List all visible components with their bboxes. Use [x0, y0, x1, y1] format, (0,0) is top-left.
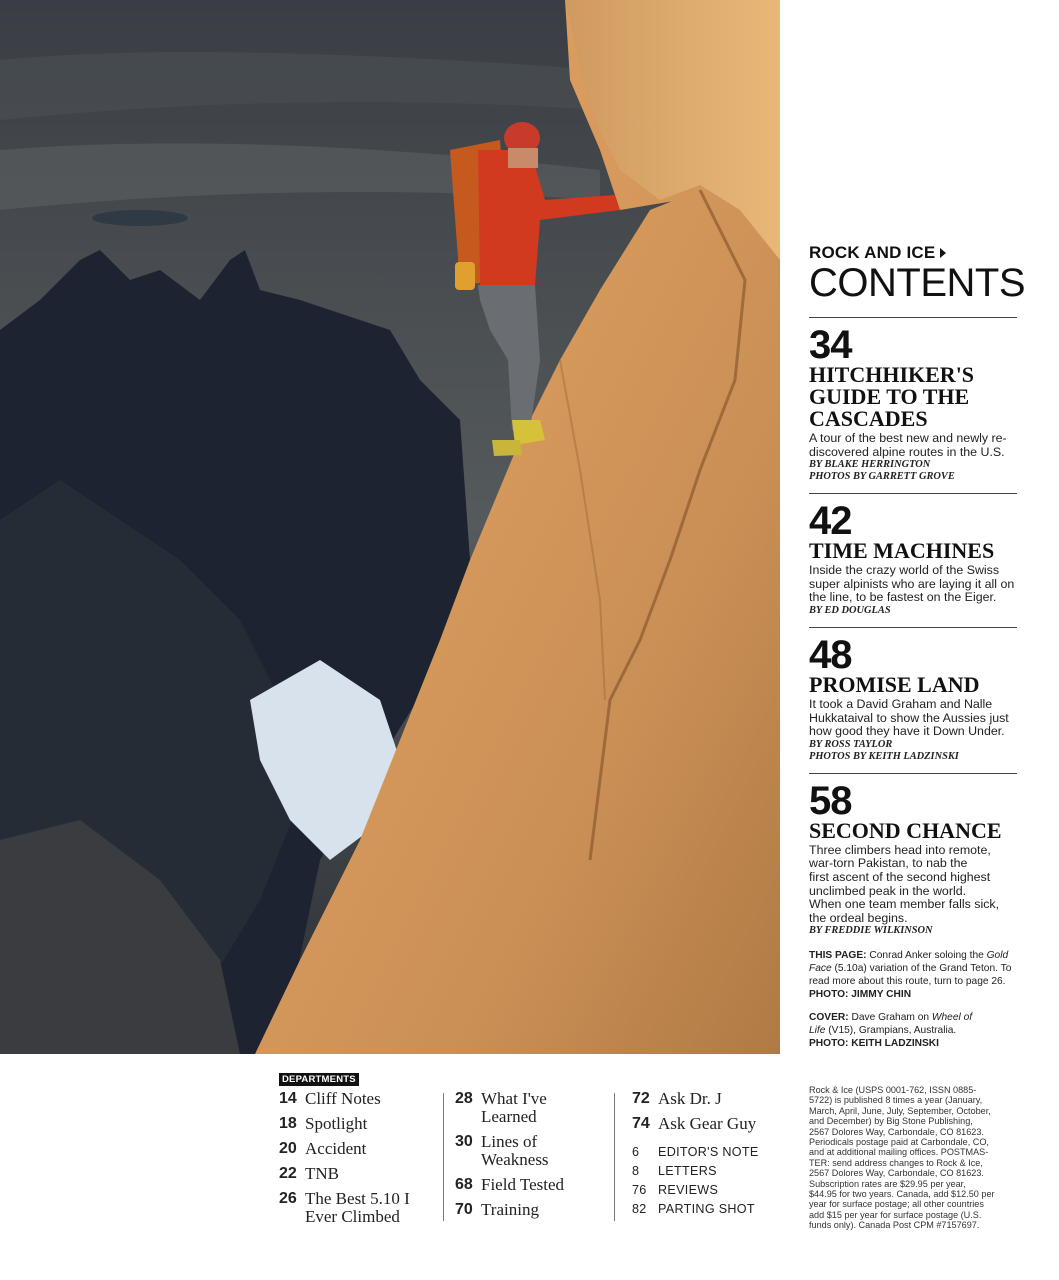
this-page-text-b: (5.10a) variation of the Grand Teton. To read more about this route, turn to page 26. [809, 963, 1012, 988]
legal-line: 2567 Dolores Way, Carbondale, CO 81623. [809, 1126, 984, 1137]
cover-text-a: Dave Graham on [848, 1012, 932, 1024]
cover-route: Wheel of Life [809, 1012, 973, 1037]
departments-column-1 [279, 1090, 439, 1233]
feature-title-line: TIME MACHINES [809, 538, 995, 564]
cover-caption [809, 1011, 979, 1050]
feature-title-line: PROMISE LAND [809, 671, 980, 697]
feature-description-line: Three climbers head into remote, [809, 842, 991, 857]
department-item-small[interactable] [632, 1145, 802, 1159]
department-title-line: Ask Gear Guy [658, 1114, 757, 1133]
legal-line: 5722) is published 8 times a year (January, [809, 1095, 983, 1106]
feature-description-line: Inside the crazy world of the Swiss [809, 563, 1000, 578]
legal-line: $44.95 for two years. Canada, add $12.50 per [809, 1189, 995, 1200]
feature-title-line: CASCADES [809, 406, 928, 431]
legal-line: add $15 per year for surface postage (U.S. [809, 1209, 982, 1220]
department-page-number: 82 [632, 1202, 647, 1216]
cover-text-b: (V15), Grampians, Australia. [825, 1025, 957, 1037]
department-title [481, 1133, 549, 1169]
departments-column-3 [632, 1090, 802, 1221]
department-item[interactable] [455, 1090, 605, 1126]
column-divider [443, 1093, 444, 1221]
feature-title [809, 540, 1019, 562]
department-title-line: Ever Climbed [305, 1207, 400, 1226]
feature-description-line: war-torn Pakistan, to nab the [809, 856, 968, 871]
department-title-line: What I've [481, 1089, 547, 1108]
department-title: REVIEWS [658, 1183, 719, 1197]
department-title-line: Cliff Notes [305, 1089, 381, 1108]
feature-entry[interactable] [809, 318, 1019, 493]
feature-description-line: super alpinists who are laying it all on [809, 576, 1015, 591]
feature-byline: PHOTOS BY GARRETT GROVE [809, 471, 955, 483]
feature-description-line: When one team member falls sick, [809, 897, 1000, 912]
feature-byline: BY ROSS TAYLOR [809, 738, 893, 750]
feature-entry[interactable] [809, 774, 1019, 948]
feature-title-line: GUIDE TO THE [809, 384, 970, 409]
feature-page-number: 42 [809, 499, 852, 544]
department-page-number: 28 [455, 1090, 473, 1107]
legal-line: and at additional mailing offices. POSTMAS- [809, 1147, 989, 1158]
feature-description-line: how good they have it Down Under. [809, 724, 1005, 739]
department-title-line: The Best 5.10 I [305, 1189, 410, 1208]
department-title-line: Accident [305, 1139, 367, 1158]
department-item[interactable] [279, 1115, 439, 1133]
department-item[interactable] [279, 1165, 439, 1183]
department-item[interactable] [455, 1133, 605, 1169]
department-title [305, 1140, 366, 1158]
feature-page-number: 48 [809, 632, 852, 677]
department-title [481, 1176, 564, 1194]
brand-label [809, 243, 1019, 263]
department-item[interactable] [455, 1201, 605, 1219]
department-page-number: 76 [632, 1183, 647, 1197]
department-page-number: 18 [279, 1115, 297, 1132]
brand-text: ROCK AND ICE [809, 243, 936, 262]
feature-description [809, 564, 1019, 605]
department-title-line: Training [481, 1200, 539, 1219]
department-item[interactable] [279, 1190, 439, 1226]
department-page-number: 70 [455, 1201, 473, 1218]
feature-title-line: SECOND CHANCE [809, 817, 1002, 843]
department-page-number: 8 [632, 1164, 640, 1178]
department-title [305, 1165, 339, 1183]
department-title [481, 1201, 539, 1219]
legal-line: March, April, June, July, September, October, [809, 1105, 991, 1116]
feature-description-line: discovered alpine routes in the U.S. [809, 444, 1005, 459]
column-divider [614, 1093, 615, 1221]
department-page-number: 26 [279, 1190, 297, 1207]
departments-column-2 [455, 1090, 605, 1226]
department-page-number: 14 [279, 1090, 297, 1107]
feature-description-line: Hukkataival to show the Aussies just [809, 710, 1009, 725]
department-item[interactable] [632, 1090, 802, 1108]
department-title-line: Weakness [481, 1150, 549, 1169]
department-page-number: 6 [632, 1145, 640, 1159]
feature-description-line: It took a David Graham and Nalle [809, 696, 993, 711]
department-title [305, 1090, 381, 1108]
department-title [658, 1090, 722, 1108]
feature-title [809, 817, 1019, 843]
feature-bylines [809, 739, 1019, 763]
department-item[interactable] [455, 1176, 605, 1194]
department-title [658, 1115, 756, 1133]
department-page-number: 72 [632, 1090, 650, 1107]
feature-entry[interactable] [809, 628, 1019, 773]
legal-line: TER: send address changes to Rock & Ice, [809, 1157, 983, 1168]
legal-line: funds only). Canada Post CPM #7157697. [809, 1220, 980, 1231]
department-title-line: Ask Dr. J [658, 1089, 722, 1108]
department-title-line: Spotlight [305, 1114, 368, 1133]
feature-byline: PHOTOS BY KEITH LADZINSKI [809, 750, 959, 762]
departments-column-3-main [632, 1090, 802, 1133]
legal-notice [809, 1085, 1022, 1231]
feature-description [809, 844, 1019, 926]
this-page-route: Gold Face [809, 950, 1009, 975]
feature-page-number: 34 [809, 323, 852, 367]
feature-title [809, 364, 1019, 430]
department-title-line: Field Tested [481, 1175, 565, 1194]
department-title: LETTERS [658, 1164, 717, 1178]
legal-line: Periodicals postage paid at Carbondale, CO, [809, 1137, 989, 1148]
this-page-caption [809, 949, 1019, 1001]
feature-entry[interactable] [809, 494, 1019, 627]
department-page-number: 22 [279, 1165, 297, 1182]
feature-bylines [809, 925, 1019, 937]
department-title-line: TNB [305, 1164, 339, 1183]
feature-description-line: unclimbed peak in the world. [809, 883, 967, 898]
feature-byline: BY BLAKE HERRINGTON [809, 459, 931, 471]
department-item-small[interactable] [632, 1164, 802, 1178]
feature-description-line: first ascent of the second highest [809, 869, 991, 884]
feature-page-number: 58 [809, 778, 852, 823]
feature-bylines [809, 459, 1019, 483]
this-page-label: THIS PAGE: [809, 950, 867, 962]
department-title-line: Lines of [481, 1132, 538, 1151]
departments-column-3-small [632, 1145, 802, 1216]
feature-description-line: the line, to be fastest on the Eiger. [809, 590, 997, 605]
department-item-small[interactable] [632, 1183, 802, 1197]
feature-title [809, 671, 1019, 697]
department-title: EDITOR'S NOTE [658, 1145, 759, 1159]
department-page-number: 74 [632, 1115, 650, 1132]
department-title [305, 1190, 410, 1226]
feature-description-line: the ordeal begins. [809, 910, 908, 925]
department-item[interactable] [632, 1115, 802, 1133]
department-item[interactable] [279, 1140, 439, 1158]
contents-panel [809, 243, 1025, 1050]
feature-description [809, 432, 1019, 459]
department-page-number: 20 [279, 1140, 297, 1157]
department-item[interactable] [279, 1090, 439, 1108]
legal-line: 2567 Dolores Way, Carbondale, CO 81623. [809, 1168, 984, 1179]
department-title [305, 1115, 367, 1133]
departments-badge: DEPARTMENTS [279, 1073, 359, 1086]
legal-line: Rock & Ice (USPS 0001-762, ISSN 0885- [809, 1085, 977, 1095]
department-title-line: Learned [481, 1107, 537, 1126]
feature-title-line: HITCHHIKER'S [809, 362, 975, 387]
legal-line: and December) by Big Stone Publishing, [809, 1116, 973, 1127]
legal-line: year for surface postage; all other countries [809, 1199, 984, 1210]
this-page-photo-credit: PHOTO: JIMMY CHIN [809, 989, 912, 1001]
cover-photo-credit: PHOTO: KEITH LADZINSKI [809, 1038, 939, 1050]
feature-list [809, 318, 1019, 947]
department-page-number: 68 [455, 1176, 473, 1193]
this-page-text-a: Conrad Anker soloing the [866, 950, 987, 962]
triangle-arrow-icon [940, 248, 946, 258]
department-title [481, 1090, 547, 1126]
department-item-small[interactable] [632, 1202, 802, 1216]
department-title: PARTING SHOT [658, 1202, 755, 1216]
feature-bylines [809, 605, 1019, 617]
feature-description-line: A tour of the best new and newly re- [809, 431, 1007, 445]
department-page-number: 30 [455, 1133, 473, 1150]
feature-byline: BY FREDDIE WILKINSON [809, 925, 933, 937]
cover-label: COVER: [809, 1012, 849, 1024]
feature-byline: BY ED DOUGLAS [809, 604, 891, 616]
feature-description [809, 698, 1019, 739]
section-title: CONTENTS [809, 261, 1025, 305]
legal-line: Subscription rates are $29.95 per year, [809, 1178, 966, 1189]
